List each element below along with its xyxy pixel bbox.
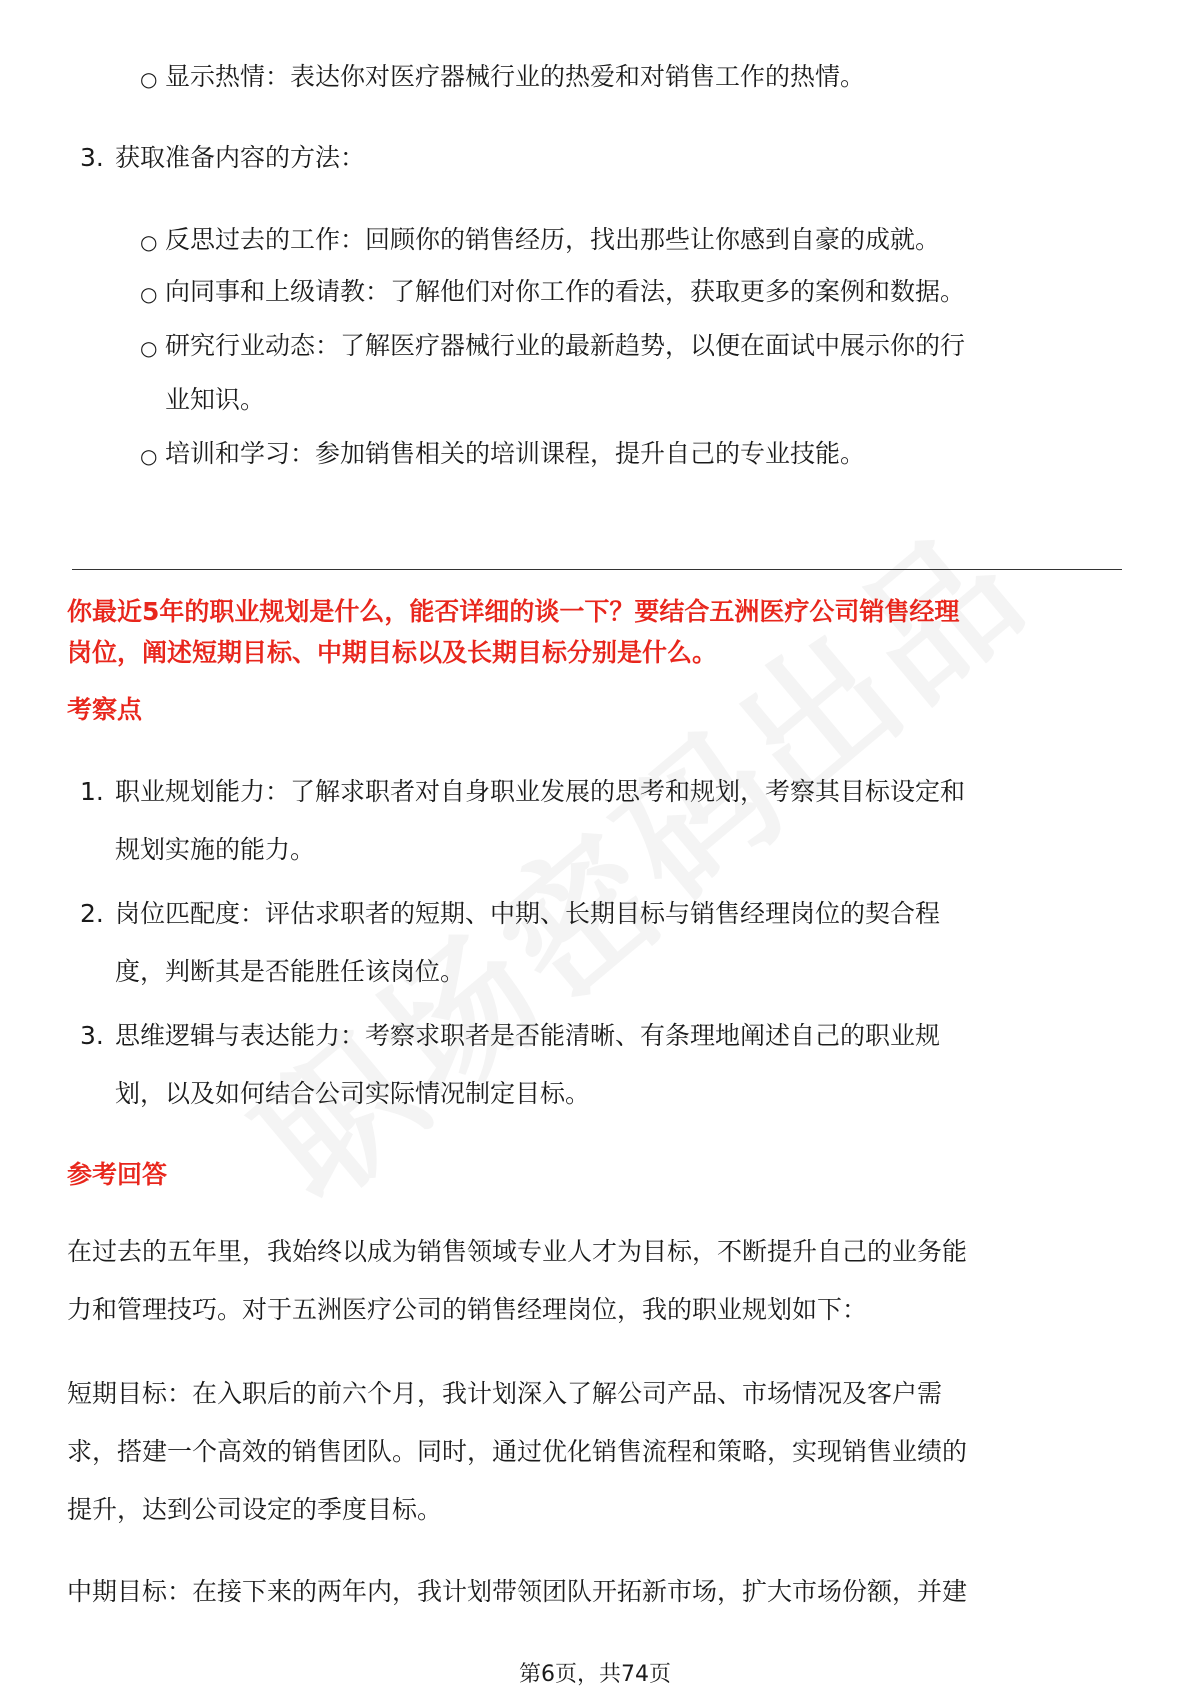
bullet-text: 反思过去的工作：回顾你的销售经历，找出那些让你感到自豪的成就。 [165,225,941,254]
list-number: 2. [80,899,104,928]
question-line: 你最近5年的职业规划是什么，能否详细的谈一下？要结合五洲医疗公司销售经理 [67,597,960,626]
answer-paragraph-line: 在过去的五年里，我始终以成为销售领域专业人才为目标，不断提升自己的业务能 [67,1237,968,1266]
bullet-text-continued: 业知识。 [165,385,266,414]
section-divider [72,569,1122,570]
list-item-text: 岗位匹配度：评估求职者的短期、中期、长期目标与销售经理岗位的契合程 [115,899,941,928]
bullet-circle-icon: ○ [140,230,158,254]
bullet-text: 向同事和上级请教：了解他们对你工作的看法，获取更多的案例和数据。 [165,277,966,306]
bullet-circle-icon: ○ [140,336,158,360]
page-footer: 第6页，共74页 [519,1662,671,1687]
bullet-text: 显示热情：表达你对医疗器械行业的热爱和对销售工作的热情。 [165,62,866,91]
list-item-text: 职业规划能力：了解求职者对自身职业发展的思考和规划，考察其目标设定和 [115,777,966,806]
bullet-circle-icon: ○ [140,444,158,468]
answer-paragraph-line: 提升，达到公司设定的季度目标。 [67,1495,443,1524]
list-number: 1. [80,777,104,806]
answer-paragraph-line: 求，搭建一个高效的销售团队。同时，通过优化销售流程和策略，实现销售业绩的 [67,1437,968,1466]
answer-heading: 参考回答 [67,1160,168,1189]
list-item-text-continued: 度，判断其是否能胜任该岗位。 [115,957,466,986]
bullet-text: 培训和学习：参加销售相关的培训课程，提升自己的专业技能。 [165,439,866,468]
list-item-text: 思维逻辑与表达能力：考察求职者是否能清晰、有条理地阐述自己的职业规 [115,1021,941,1050]
list-number: 3. [80,1021,104,1050]
inspection-heading: 考察点 [67,695,143,724]
list-number: 3. [80,143,104,172]
bullet-text: 研究行业动态：了解医疗器械行业的最新趋势，以便在面试中展示你的行 [165,331,966,360]
question-line: 岗位，阐述短期目标、中期目标以及长期目标分别是什么。 [67,638,718,667]
bullet-circle-icon: ○ [140,282,158,306]
list-item-text-continued: 划，以及如何结合公司实际情况制定目标。 [115,1079,591,1108]
answer-paragraph-line: 中期目标：在接下来的两年内，我计划带领团队开拓新市场，扩大市场份额，并建 [67,1577,968,1606]
list-item-text-continued: 规划实施的能力。 [115,835,316,864]
answer-paragraph-line: 力和管理技巧。对于五洲医疗公司的销售经理岗位，我的职业规划如下： [67,1295,868,1324]
answer-paragraph-line: 短期目标：在入职后的前六个月，我计划深入了解公司产品、市场情况及客户需 [67,1379,943,1408]
bullet-circle-icon: ○ [140,67,158,91]
section-title: 获取准备内容的方法： [115,143,366,172]
